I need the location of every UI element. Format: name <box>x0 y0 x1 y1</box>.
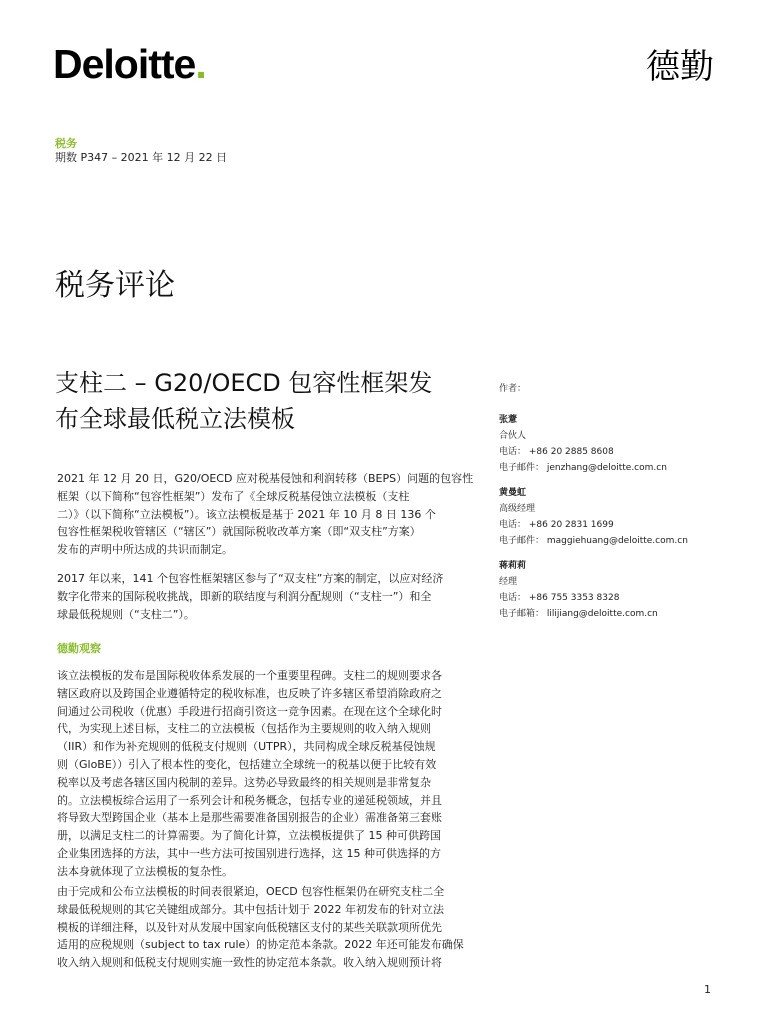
text-line: 该立法模板的发布是国际税收体系发展的一个重要里程碑。支柱二的规则要求各 <box>57 669 442 682</box>
author-card <box>499 485 719 549</box>
logo-text: Deloitte <box>53 41 196 87</box>
author-card <box>499 558 719 622</box>
text-line: 辖区政府以及跨国企业遵循特定的税收标准，也反映了许多辖区希望消除政府之 <box>57 686 442 700</box>
deloitte-chinese-logo: 德勤 <box>646 47 714 87</box>
text-line: 数字化带来的国际税收挑战，即新的联结度与利润分配规则（“支柱一”）和全 <box>57 589 432 603</box>
text-line: 企业集团选择的方法，其中一些方法可按国别进行选择，这 15 种可供选择的方 <box>57 846 441 860</box>
text-line: 2021 年 12 月 20 日，G20/OECD 应对税基侵蚀和利润转移（BEPS）问题的包容性 <box>57 472 474 485</box>
text-line: 间通过公司税收（优惠）手段进行招商引资这一竞争因素。在现在这个全球化时 <box>57 704 442 718</box>
author-email[interactable]: 电子邮件： jenzhang@deloitte.com.cn <box>499 463 667 473</box>
page-title: 税务评论 <box>55 268 175 303</box>
text-line: 法本身就体现了立法模板的复杂性。 <box>57 864 233 878</box>
author-title: 合伙人 <box>499 431 527 441</box>
author-phone: 电话： +86 20 2831 1699 <box>499 520 614 530</box>
text-line: 的。立法模板综合运用了一系列会计和税务概念，包括专业的递延税领域，并且 <box>57 793 442 807</box>
author-email[interactable]: 电子邮箱： lilijiang@deloitte.com.cn <box>499 609 658 619</box>
text-line: 将导致大型跨国企业（基本上是那些需要准备国别报告的企业）需准备第三套账 <box>57 811 442 825</box>
article-title-line: 布全球最低税立法模板 <box>55 405 295 433</box>
text-line: 适用的应税规则（subject to tax rule）的协定范本条款。2022 年还可能发布确保 <box>57 938 464 952</box>
paragraph-3 <box>57 667 487 881</box>
article-title-line: 支柱二 – G20/OECD 包容性框架发 <box>55 369 433 397</box>
text-line: 2017 年以来，141 个包容性框架辖区参与了“双支柱”方案的制定，以应对经济 <box>57 572 444 585</box>
paragraph-4 <box>57 883 487 972</box>
paragraph-2 <box>57 570 487 623</box>
authors-heading: 作者： <box>499 384 527 394</box>
author-phone: 电话： +86 20 2885 8608 <box>499 447 614 457</box>
text-line: 包容性框架税收管辖区（“辖区”）就国际税收改革方案（即“双支柱”方案） <box>57 525 421 539</box>
text-line: 框架（以下简称“包容性框架”）发布了《全球反税基侵蚀立法模板（支柱 <box>57 489 410 503</box>
text-line: 册，以满足支柱二的计算需要。为了简化计算，立法模板提供了 15 种可供跨国 <box>57 829 441 843</box>
text-line: 球最低税规则的其它关键组成部分。其中包括计划于 2022 年初发布的针对立法 <box>57 902 444 916</box>
text-line: 税率以及考虑各辖区国内税制的差异。这势必导致最终的相关规则是非常复杂 <box>57 775 431 789</box>
author-phone: 电话： +86 755 3353 8328 <box>499 593 620 603</box>
logo-green-dot: . <box>195 41 206 87</box>
text-line: 二）》（以下简称“立法模板”）。该立法模板是基于 2021 年 10 月 8 日 136 个 <box>57 507 436 521</box>
page-number: 1 <box>704 983 711 996</box>
text-line: 发布的声明中所达成的共识而制定。 <box>57 543 233 557</box>
section-label: 税务 <box>55 137 77 150</box>
author-title: 经理 <box>499 577 518 587</box>
article-title <box>55 365 485 437</box>
author-name: 张薏 <box>499 415 518 425</box>
author-card <box>499 412 719 476</box>
text-line: 收入纳入规则和低税支付规则实施一致性的协定范本条款。收入纳入规则预计将 <box>57 956 442 970</box>
text-line: （IIR）和作为补充规则的低税支付规则（UTPR），共同构成全球反税基侵蚀规 <box>57 740 436 754</box>
author-name: 黄曼虹 <box>499 488 527 498</box>
author-name: 蒋莉莉 <box>499 561 527 571</box>
paragraph-1 <box>57 470 487 559</box>
text-line: 球最低税规则（“支柱二”）。 <box>57 607 195 621</box>
issue-date: 期数 P347 – 2021 年 12 月 22 日 <box>55 151 228 164</box>
author-title: 高级经理 <box>499 504 536 514</box>
text-line: 由于完成和公布立法模板的时间表很紧迫，OECD 包容性框架仍在研究支柱二全 <box>57 885 445 898</box>
author-email[interactable]: 电子邮件： maggiehuang@deloitte.com.cn <box>499 536 688 546</box>
deloitte-logo <box>53 41 206 87</box>
section-heading: 德勤观察 <box>57 642 101 655</box>
text-line: 则（GloBE））引入了根本性的变化，包括建立全球统一的税基以便于比较有效 <box>57 757 437 771</box>
text-line: 模板的详细注释，以及针对从发展中国家向低税辖区支付的某些关联款项所优先 <box>57 920 442 934</box>
text-line: 代，为实现上述目标，支柱二的立法模板（包括作为主要规则的收入纳入规则 <box>57 722 431 736</box>
